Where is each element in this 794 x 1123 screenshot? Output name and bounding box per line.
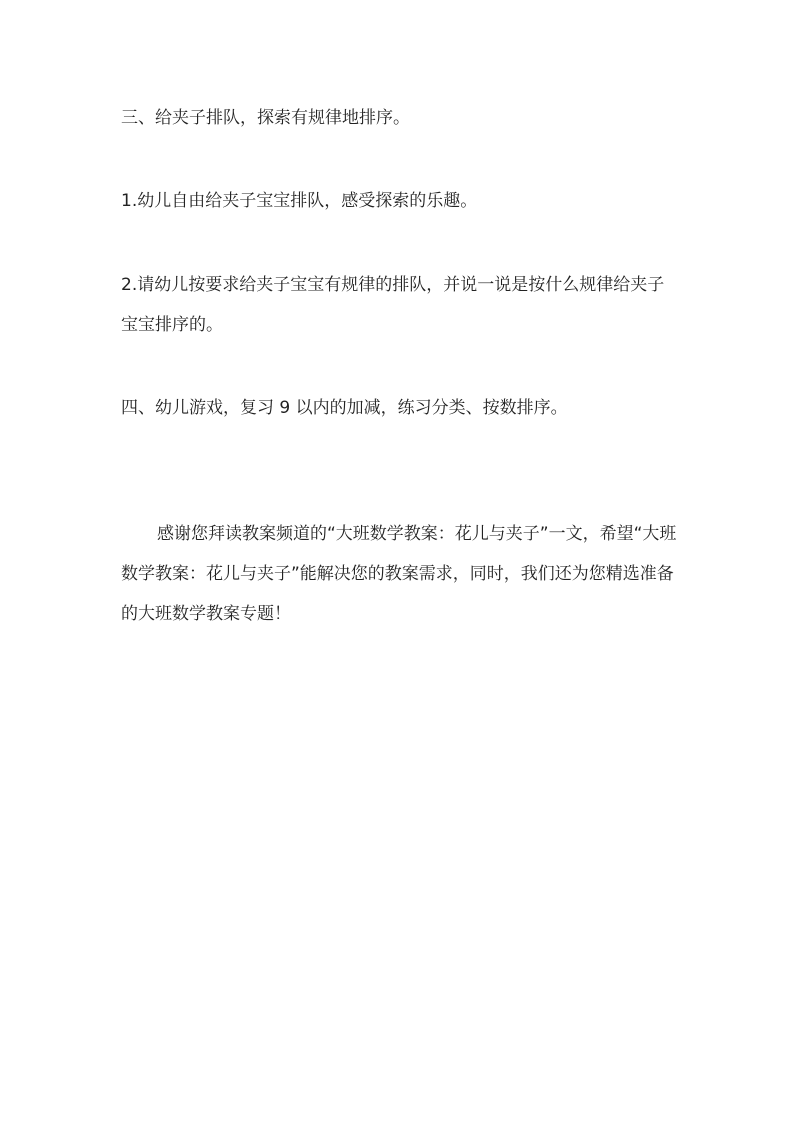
step-one-text: 1.幼儿自由给夹子宝宝排队，感受探索的乐趣。 — [121, 191, 478, 211]
closing-paragraph: 感谢您拜读教案频道的“大班数学教案：花儿与夹子”一文，希望“大班数学教案：花儿与夹子”能解决您的教案需求，同时，我们还为您精选准备的大班数学教案专题！ — [121, 524, 677, 624]
step-two-text: 2.请幼儿按要求给夹子宝宝有规律的排队，并说一说是按什么规律给夹子宝宝排序的。 — [121, 275, 665, 335]
section-heading-four: 四、幼儿游戏，复习 9 以内的加减，练习分类、按数排序。 — [121, 398, 568, 418]
section-heading-three: 三、给夹子排队，探索有规律地排序。 — [121, 108, 410, 128]
